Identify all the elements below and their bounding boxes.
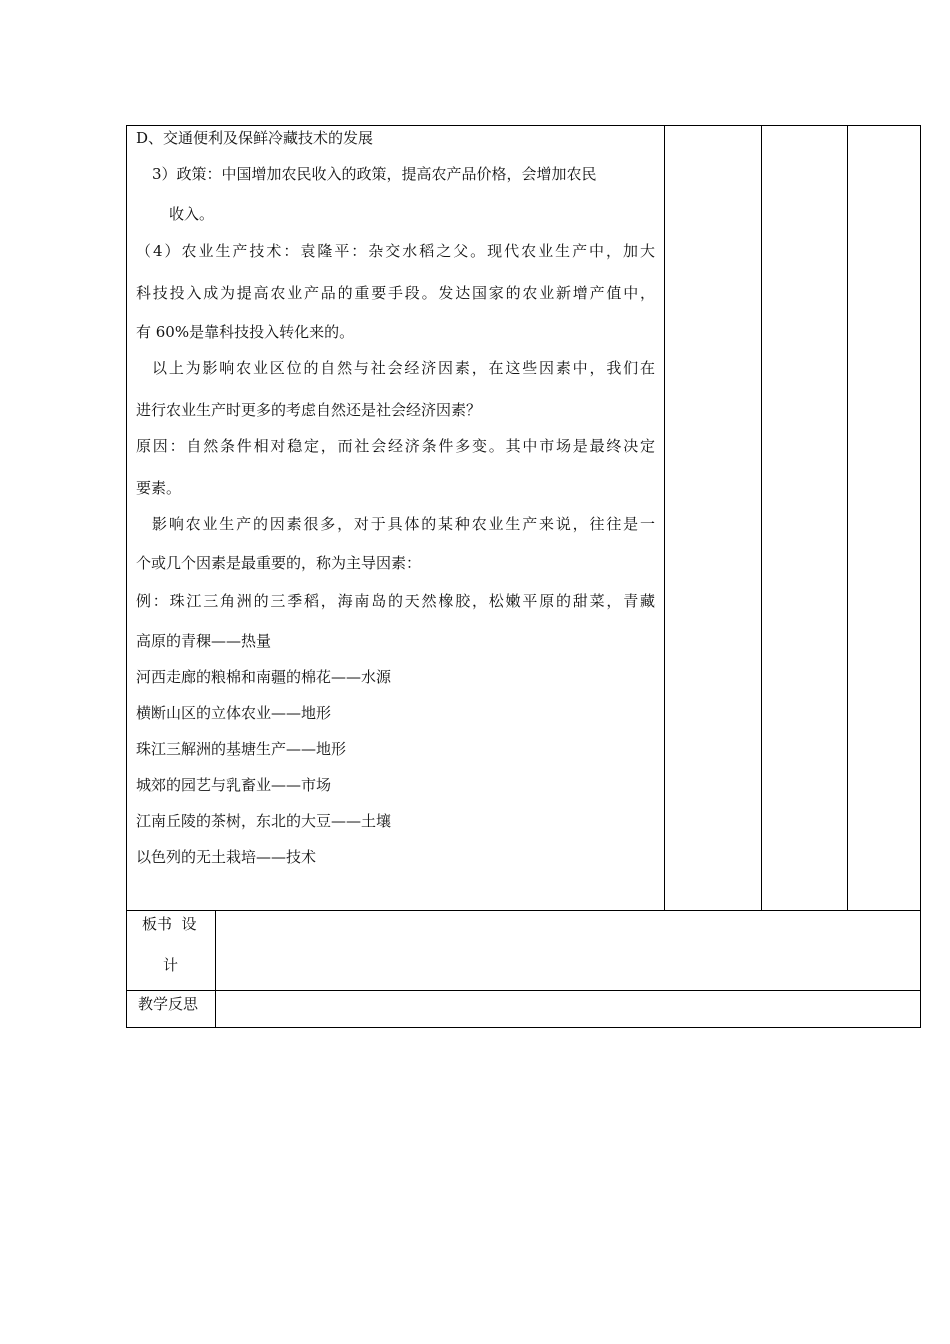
content-line: 科技投入成为提高农业产品的重要手段。发达国家的农业新增产值中， [136, 284, 655, 302]
column-divider-1 [664, 125, 665, 911]
content-line: 以色列的无土栽培——技术 [136, 848, 317, 866]
board-design-label: 板书 设 [142, 915, 197, 933]
table-bottom-border [126, 1027, 921, 1028]
table-top-border [126, 125, 921, 126]
teaching-reflection-label: 教学反思 [138, 995, 199, 1013]
content-line: （4）农业生产技术：袁隆平：杂交水稻之父。现代农业生产中，加大 [136, 242, 655, 260]
content-line: 3）政策：中国增加农民收入的政策，提高农产品价格，会增加农民 [152, 165, 597, 183]
content-line: 影响农业生产的因素很多，对于具体的某种农业生产来说，往往是一 [152, 515, 655, 533]
content-line: 珠江三解洲的基塘生产——地形 [136, 740, 347, 758]
content-line: 横断山区的立体农业——地形 [136, 704, 332, 722]
table-right-border [920, 125, 921, 1028]
content-line: 要素。 [136, 479, 182, 497]
table-left-border [126, 125, 127, 1028]
content-line: 江南丘陵的茶树，东北的大豆——土壤 [136, 812, 392, 830]
content-line: 城郊的园艺与乳畜业——市场 [136, 776, 332, 794]
content-line: 原因：自然条件相对稳定，而社会经济条件多变。其中市场是最终决定 [136, 437, 655, 455]
content-line: 收入。 [169, 205, 215, 223]
content-line: 以上为影响农业区位的自然与社会经济因素，在这些因素中，我们在 [152, 359, 655, 377]
column-divider-3 [847, 125, 848, 911]
content-line: 高原的青稞——热量 [136, 632, 272, 650]
content-line: 河西走廊的粮棉和南疆的棉花——水源 [136, 668, 392, 686]
content-line: 有 60%是靠科技投入转化来的。 [136, 323, 355, 341]
content-line: 例：珠江三角洲的三季稻，海南岛的天然橡胶，松嫩平原的甜菜，青藏 [136, 592, 655, 610]
board-design-content-cell[interactable] [216, 911, 920, 990]
column-divider-2 [761, 125, 762, 911]
content-line: D、交通便利及保鲜冷藏技术的发展 [136, 129, 374, 147]
board-design-label-cont: 计 [163, 956, 179, 974]
content-line: 进行农业生产时更多的考虑自然还是社会经济因素？ [136, 401, 482, 419]
content-line: 个或几个因素是最重要的，称为主导因素： [136, 554, 422, 572]
teaching-reflection-content-cell[interactable] [216, 991, 920, 1027]
